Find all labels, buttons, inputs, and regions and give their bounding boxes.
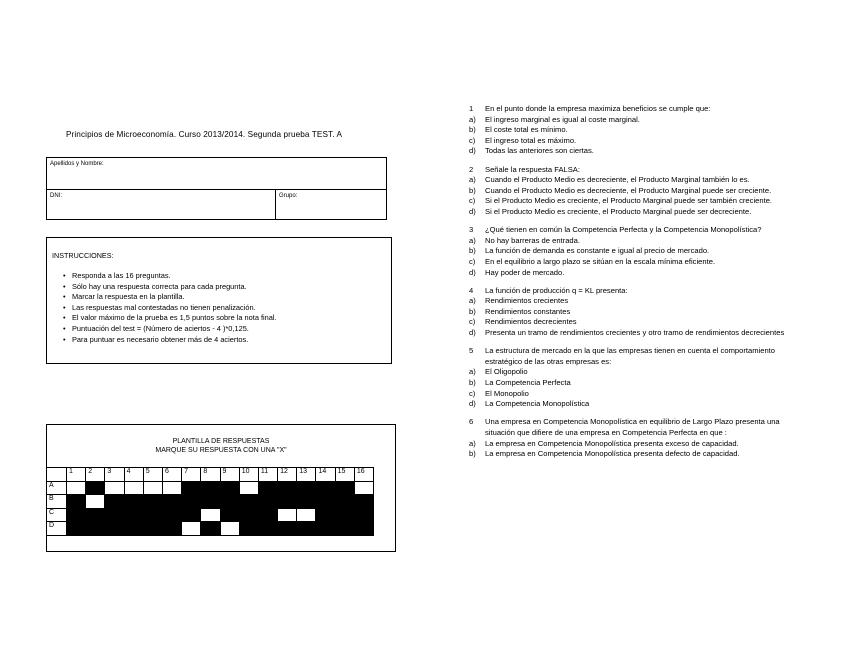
instructions-list (63, 271, 277, 345)
question-number: 3 (469, 225, 474, 235)
option-letter: a) (469, 235, 476, 245)
answer-cell[interactable] (220, 508, 239, 522)
question-stem (469, 346, 795, 367)
answer-option (469, 296, 795, 307)
answer-cell[interactable] (297, 495, 316, 509)
grid-row (47, 481, 374, 495)
instruction-item: • Las respuestas mal contestadas no tienen penalización. (63, 303, 277, 314)
instruction-item: • Para puntuar es necesario obtener más de 4 aciertos. (63, 335, 277, 346)
answer-option (469, 136, 795, 147)
answer-cell[interactable] (258, 508, 277, 522)
answer-cell[interactable] (67, 508, 86, 522)
question-text: Señale la respuesta FALSA: (485, 164, 580, 174)
question-stem (469, 165, 795, 176)
question-text: ¿Qué tienen en común la Competencia Perfecta y la Competencia Monopolística? (485, 225, 762, 235)
answer-option (469, 186, 795, 197)
answer-cell[interactable] (335, 522, 354, 536)
answer-cell[interactable] (297, 481, 316, 495)
grid-column-header: 9 (220, 468, 239, 482)
page-title: Principios de Microeconomía. Curso 2013/2014. Segunda prueba TEST. A (66, 130, 343, 139)
answer-template-title-line2: MARQUE SU RESPUESTA CON UNA "X" (155, 447, 287, 454)
answer-option (469, 125, 795, 136)
option-letter: a) (469, 438, 476, 448)
option-text: Hay poder de mercado. (485, 267, 565, 277)
answer-cell[interactable] (258, 481, 277, 495)
question (469, 225, 795, 278)
question-text: En el punto donde la empresa maximiza beneficios se cumple que: (485, 104, 711, 113)
answer-cell[interactable] (201, 495, 220, 509)
instructions-heading: INSTRUCCIONES: (52, 251, 114, 260)
option-letter: b) (469, 246, 476, 256)
answer-option (469, 268, 795, 279)
answer-cell[interactable] (220, 495, 239, 509)
answer-cell[interactable] (182, 508, 201, 522)
answer-option (469, 115, 795, 126)
grid-column-header: 16 (354, 468, 373, 482)
option-text: Si el Producto Medio es creciente, el Producto Marginal puede ser también creciente. (485, 196, 773, 206)
answer-option (469, 378, 795, 389)
answer-cell[interactable] (86, 481, 105, 495)
option-text: La Competencia Monopolística (485, 399, 590, 409)
answer-cell[interactable] (335, 495, 354, 509)
option-letter: b) (469, 125, 476, 135)
grid-column-header: 2 (86, 468, 105, 482)
option-letter: b) (469, 449, 476, 459)
option-letter: c) (469, 135, 476, 145)
question (469, 286, 795, 339)
question-number: 2 (469, 164, 474, 174)
answer-cell[interactable] (258, 522, 277, 536)
answer-cell[interactable] (297, 522, 316, 536)
answer-cell[interactable] (86, 522, 105, 536)
grid-column-header: 10 (239, 468, 258, 482)
answer-cell[interactable] (220, 481, 239, 495)
question-number: 1 (469, 104, 474, 113)
grid-row-label: C (47, 508, 67, 522)
answer-cell[interactable] (316, 481, 335, 495)
answer-template (46, 424, 396, 552)
answer-option (469, 449, 795, 460)
grid-column-header: 6 (162, 468, 181, 482)
answer-option (469, 367, 795, 378)
answer-cell[interactable] (201, 522, 220, 536)
answer-cell[interactable] (124, 495, 143, 509)
instruction-item: • Sólo hay una respuesta correcta para cada pregunta. (63, 282, 277, 293)
answer-cell[interactable] (297, 508, 316, 522)
group-field[interactable] (275, 189, 387, 220)
answer-cell[interactable] (239, 481, 258, 495)
option-text: La función de demanda es constante e igual al precio de mercado. (485, 246, 710, 256)
answer-cell[interactable] (335, 508, 354, 522)
option-letter: b) (469, 306, 476, 316)
grid-column-header: 13 (297, 468, 316, 482)
option-text: Cuando el Producto Medio es decreciente, el Producto Marginal también lo es. (485, 175, 750, 185)
question (469, 346, 795, 410)
answer-cell[interactable] (105, 508, 124, 522)
answer-cell[interactable] (239, 495, 258, 509)
instructions-box (46, 237, 392, 364)
option-text: Rendimientos crecientes (485, 296, 569, 306)
answer-option (469, 207, 795, 218)
option-letter: a) (469, 367, 476, 377)
option-text: Rendimientos decrecientes (485, 317, 577, 327)
answer-cell[interactable] (354, 508, 373, 522)
instruction-item: • Marcar la respuesta en la plantilla. (63, 292, 277, 303)
question-stem (469, 225, 795, 236)
answer-cell[interactable] (124, 508, 143, 522)
question-text: La estructura de mercado en la que las empresas tienen en cuenta el comportamiento estratégico de las otras empresas es: (485, 346, 775, 366)
answer-option (469, 389, 795, 400)
option-letter: c) (469, 196, 476, 206)
answer-option (469, 399, 795, 410)
grid-column-header: 14 (316, 468, 335, 482)
answer-cell[interactable] (201, 481, 220, 495)
answer-cell[interactable] (67, 495, 86, 509)
answer-option (469, 146, 795, 157)
question (469, 104, 795, 157)
option-letter: c) (469, 388, 476, 398)
grid-row-label: D (47, 522, 67, 536)
instruction-item: • El valor máximo de la prueba es 1,5 puntos sobre la nota final. (63, 313, 277, 324)
grid-row-label: B (47, 495, 67, 509)
answer-cell[interactable] (278, 481, 297, 495)
answer-template-title (47, 437, 395, 455)
question-stem (469, 104, 795, 115)
option-letter: d) (469, 328, 476, 338)
option-text: La empresa en Competencia Monopolística presenta defecto de capacidad. (485, 449, 740, 459)
answer-cell[interactable] (162, 481, 181, 495)
option-letter: c) (469, 256, 476, 266)
answer-option (469, 257, 795, 268)
option-text: Todas las anteriores son ciertas. (485, 146, 594, 156)
answer-option (469, 196, 795, 207)
option-text: El Monopolio (485, 388, 529, 398)
answer-option (469, 175, 795, 186)
option-text: El coste total es mínimo. (485, 125, 568, 135)
answer-cell[interactable] (86, 508, 105, 522)
question-number: 5 (469, 346, 474, 356)
answer-cell[interactable] (124, 481, 143, 495)
grid-header-row (47, 468, 374, 482)
option-text: En el equilibrio a largo plazo se sitúan en la escala mínima eficiente. (485, 256, 716, 266)
option-letter: a) (469, 114, 476, 124)
name-label: Apellidos y Nombre: (50, 161, 104, 167)
option-letter: d) (469, 146, 476, 156)
option-text: La Competencia Perfecta (485, 378, 571, 388)
option-text: El ingreso marginal es igual al coste marginal. (485, 114, 640, 124)
answer-cell[interactable] (239, 522, 258, 536)
name-field[interactable] (46, 157, 387, 190)
question-number: 6 (469, 417, 474, 427)
answer-cell[interactable] (143, 522, 162, 536)
option-letter: c) (469, 317, 476, 327)
answer-option (469, 236, 795, 247)
option-letter: b) (469, 185, 476, 195)
answer-cell[interactable] (354, 522, 373, 536)
grid-column-header: 15 (335, 468, 354, 482)
answer-cell[interactable] (143, 495, 162, 509)
grid-column-header: 12 (278, 468, 297, 482)
answer-cell[interactable] (316, 508, 335, 522)
grid-column-header: 1 (67, 468, 86, 482)
grid-column-header: 5 (143, 468, 162, 482)
dni-field[interactable] (46, 189, 276, 220)
answer-cell[interactable] (278, 508, 297, 522)
questions-column (469, 104, 795, 467)
grid-column-header: 4 (124, 468, 143, 482)
answer-cell[interactable] (182, 522, 201, 536)
instruction-item: • Puntuación del test = (Número de aciertos - 4 )*0,125. (63, 324, 277, 335)
answer-cell[interactable] (143, 508, 162, 522)
answer-cell[interactable] (258, 495, 277, 509)
answer-cell[interactable] (105, 522, 124, 536)
answer-cell[interactable] (335, 481, 354, 495)
answer-cell[interactable] (278, 495, 297, 509)
option-text: Si el Producto Medio es creciente, el Producto Marginal puede ser decreciente. (485, 206, 752, 216)
grid-column-header: 3 (105, 468, 124, 482)
option-text: Cuando el Producto Medio es decreciente, el Producto Marginal puede ser creciente. (485, 185, 772, 195)
grid-row-label: A (47, 481, 67, 495)
answer-cell[interactable] (124, 522, 143, 536)
answer-cell[interactable] (201, 508, 220, 522)
option-letter: a) (469, 175, 476, 185)
grid-column-header: 7 (182, 468, 201, 482)
question-text: La función de producción q = KL presenta: (485, 285, 628, 295)
option-letter: d) (469, 267, 476, 277)
grid-corner-cell (47, 468, 67, 482)
option-letter: d) (469, 206, 476, 216)
option-letter: d) (469, 399, 476, 409)
answer-cell[interactable] (316, 495, 335, 509)
grid-row (47, 495, 374, 509)
answer-cell[interactable] (86, 495, 105, 509)
answer-option (469, 328, 795, 339)
answer-cell[interactable] (354, 481, 373, 495)
dni-label: DNI: (50, 193, 62, 199)
answer-option (469, 307, 795, 318)
grid-row (47, 508, 374, 522)
option-text: El ingreso total es máximo. (485, 135, 577, 145)
option-text: Rendimientos constantes (485, 306, 571, 316)
option-letter: a) (469, 296, 476, 306)
answer-cell[interactable] (354, 495, 373, 509)
answer-cell[interactable] (105, 495, 124, 509)
answer-cell[interactable] (182, 481, 201, 495)
answer-option (469, 317, 795, 328)
option-text: Presenta un tramo de rendimientos crecientes y otro tramo de rendimientos decrecientes (485, 328, 785, 338)
answer-cell[interactable] (143, 481, 162, 495)
answer-cell[interactable] (220, 522, 239, 536)
group-label: Grupo: (279, 193, 298, 199)
answer-cell[interactable] (316, 522, 335, 536)
question-stem (469, 417, 795, 438)
question-text: Una empresa en Competencia Monopolística en equilibrio de Largo Plazo presenta una situación que difiere de una empresa en Competencia Perfecta en que : (485, 417, 780, 437)
question-stem (469, 286, 795, 297)
grid-row (47, 522, 374, 536)
answer-cell[interactable] (67, 481, 86, 495)
option-text: No hay barreras de entrada. (485, 235, 580, 245)
answer-option (469, 439, 795, 450)
grid-column-header: 8 (201, 468, 220, 482)
answer-grid (46, 467, 374, 536)
answer-cell[interactable] (162, 495, 181, 509)
answer-cell[interactable] (67, 522, 86, 536)
answer-cell[interactable] (162, 522, 181, 536)
answer-cell[interactable] (182, 495, 201, 509)
answer-option (469, 246, 795, 257)
answer-cell[interactable] (105, 481, 124, 495)
option-letter: b) (469, 378, 476, 388)
answer-cell[interactable] (278, 522, 297, 536)
answer-cell[interactable] (162, 508, 181, 522)
grid-column-header: 11 (258, 468, 277, 482)
option-text: La empresa en Competencia Monopolística presenta exceso de capacidad. (485, 438, 739, 448)
answer-template-title-line1: PLANTILLA DE RESPUESTAS (172, 438, 270, 445)
question-number: 4 (469, 285, 474, 295)
option-text: El Oligopolio (485, 367, 528, 377)
question (469, 165, 795, 218)
answer-cell[interactable] (239, 508, 258, 522)
instruction-item: • Responda a las 16 preguntas. (63, 271, 277, 282)
question (469, 417, 795, 459)
